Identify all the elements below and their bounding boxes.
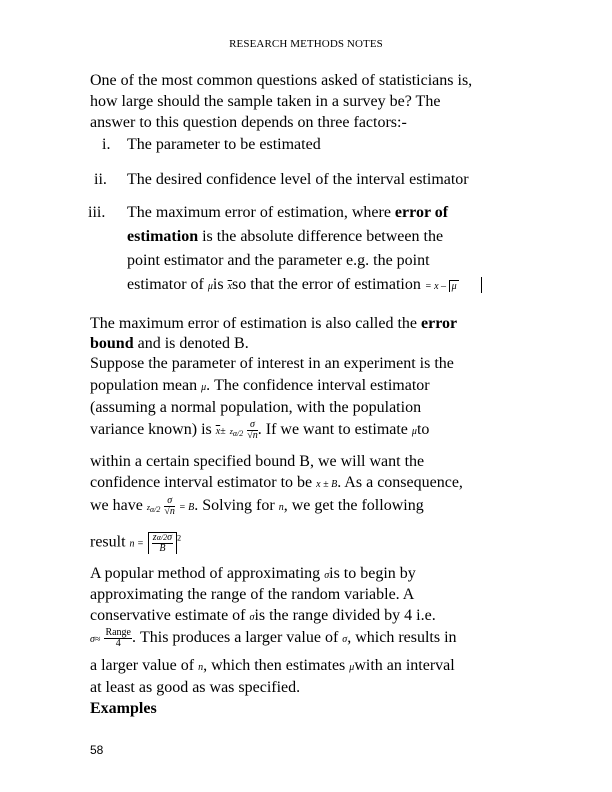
list-item-text: The maximum error of estimation, where error of: [127, 204, 449, 221]
list-item-text: estimator of μis $\overline{x}so$ that the error of estimation = x – μ: [127, 276, 482, 294]
para2-line: (assuming a normal population, with the population: [90, 399, 422, 416]
list-marker: iii.: [88, 204, 106, 221]
para2-line: within a certain specified bound B, we will want the: [90, 453, 425, 470]
para3-line: a larger value of n, which then estimates μwith an interval: [90, 657, 455, 674]
sigma-over-sqrt-n: $\frac{\sigma}{√n}$: [247, 419, 258, 441]
list-item-text: The desired confidence level of the interval estimator: [127, 171, 469, 188]
para3-line: σ≈ $\frac{\text{Range}}{4}$ . This produces a larger value of σ, which results in: [90, 627, 457, 649]
math-mu: μ: [207, 281, 213, 292]
para3-line: conservative estimate of σis the range divided by 4 i.e.: [90, 607, 436, 624]
intro-line-1: One of the most common questions asked of statisticians is,: [90, 72, 473, 89]
list-marker: ii.: [94, 171, 107, 188]
page-number: 58: [90, 743, 104, 757]
intro-line-2: how large should the sample taken in a survey be? The: [90, 93, 441, 110]
para3-line: A popular method of approximating σis to begin by: [90, 565, 416, 582]
abs-bar: [481, 277, 482, 293]
examples-heading: Examples: [90, 700, 157, 717]
list-item-text: The parameter to be estimated: [127, 136, 321, 153]
para2-line: population mean μ. The confidence interval estimator: [90, 377, 430, 394]
para2-line: The maximum error of estimation is also called the error: [90, 315, 458, 332]
para2-line: we have zα/2 $\frac{\sigma}{√n}$ = B. Solving for n, we get the following: [90, 495, 424, 517]
list-item-text: point estimator and the parameter e.g. the point: [127, 252, 430, 269]
math-xbar: $\overline{x}$: [227, 281, 233, 292]
intro-line-3: answer to this question depends on three factors:-: [90, 114, 407, 131]
para2-line: result n = $\frac{z\alpha/2\sigma}{B}$ $^2$: [90, 532, 182, 554]
sample-size-formula: $\frac{z\alpha/2\sigma}{B}$: [148, 532, 177, 554]
para2-line: bound and is denoted B.: [90, 335, 249, 352]
para2-line: confidence interval estimator to be x ± B. As a consequence,: [90, 474, 463, 491]
para3-line: approximating the range of the random variable. A: [90, 586, 415, 603]
para2-line: variance known) is $\overline{x}\pm z\alpha/2$ $\frac{\sigma}{√n}$ . If we want to estimate μto: [90, 419, 430, 441]
range-over-four: $\frac{\text{Range}}{4}$: [105, 627, 131, 649]
para3-line: at least as good as was specified.: [90, 679, 301, 696]
list-item-text: estimation is the absolute difference between the: [127, 228, 444, 245]
para2-line: Suppose the parameter of interest in an experiment is the: [90, 355, 454, 372]
error-formula: = x – μ: [424, 281, 457, 292]
running-header: RESEARCH METHODS NOTES: [229, 38, 383, 50]
list-marker: i.: [102, 136, 111, 153]
